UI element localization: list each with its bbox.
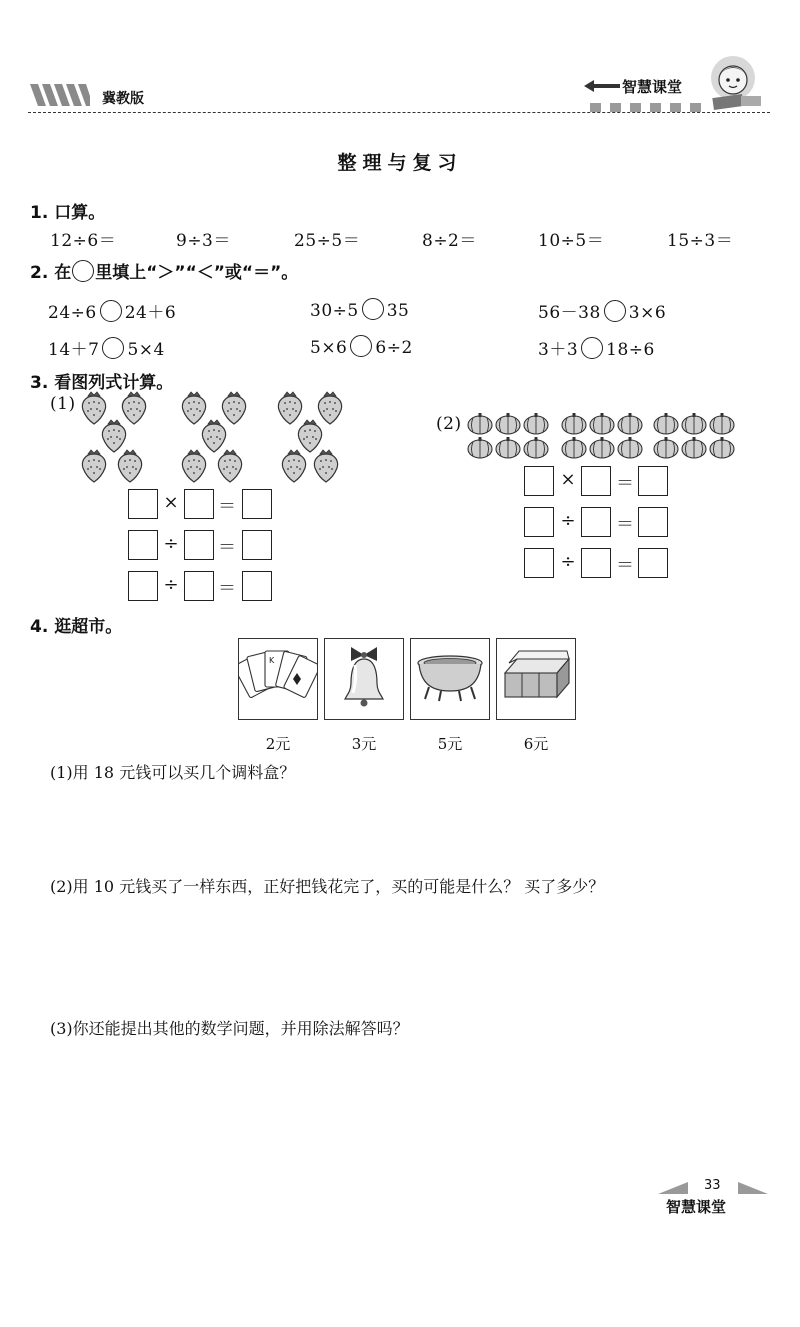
answer-box[interactable] <box>128 489 158 519</box>
q1-item: 25÷5＝ <box>294 231 361 251</box>
compare-circle[interactable] <box>604 300 626 322</box>
operator-sign: ÷ <box>163 533 179 554</box>
footer-brand: 智慧课堂 <box>666 1198 727 1216</box>
q2-item: 24÷6 24＋6 <box>48 298 176 323</box>
q3-heading: 3. 看图列式计算。 <box>30 373 174 393</box>
q1-item: 12÷6＝ <box>50 231 117 251</box>
seasoning-box-icon <box>497 639 575 719</box>
q2-item: 56－38 3×6 <box>538 298 666 323</box>
answer-box[interactable] <box>638 507 668 537</box>
answer-box[interactable] <box>581 507 611 537</box>
mascot-icon <box>703 56 765 112</box>
pumpkin-icon <box>466 412 742 462</box>
price-label: 3元 <box>351 735 377 753</box>
answer-box[interactable] <box>184 489 214 519</box>
q3-part2-label: (2) <box>436 414 462 434</box>
q2-item: 30÷5 35 <box>310 298 409 321</box>
price-label: 6元 <box>523 735 549 753</box>
answer-box[interactable] <box>128 530 158 560</box>
q2-item: 3＋3 18÷6 <box>538 335 655 360</box>
blank-circle <box>72 260 94 282</box>
price-label: 5元 <box>437 735 463 753</box>
answer-box[interactable] <box>524 507 554 537</box>
q2-heading <box>30 258 298 283</box>
operator-sign: ÷ <box>560 510 576 531</box>
basin-icon <box>411 639 489 719</box>
item-card-basin <box>410 638 490 720</box>
operator-sign: ＝ <box>616 473 634 494</box>
q2-item: 5×6 6÷2 <box>310 335 413 358</box>
edition-label: 冀教版 <box>102 91 144 107</box>
answer-box[interactable] <box>581 548 611 578</box>
q2-heading-pre: 2. 在 <box>30 263 72 283</box>
q4-sub1: (1)用 18 元钱可以买几个调料盒？ <box>50 763 296 782</box>
q1-item: 10÷5＝ <box>538 231 605 251</box>
answer-box[interactable] <box>184 530 214 560</box>
answer-box[interactable] <box>242 530 272 560</box>
answer-box[interactable] <box>242 571 272 601</box>
q2-item: 14＋7 5×4 <box>48 335 165 360</box>
operator-sign: × <box>163 492 179 513</box>
answer-box[interactable] <box>184 571 214 601</box>
q1-item: 9÷3＝ <box>176 231 231 251</box>
compare-circle[interactable] <box>581 337 603 359</box>
compare-circle[interactable] <box>350 335 372 357</box>
compare-circle[interactable] <box>362 298 384 320</box>
operator-sign: ＝ <box>218 578 236 599</box>
q4-heading: 4. 逛超市。 <box>30 617 123 637</box>
answer-box[interactable] <box>638 466 668 496</box>
brand-squares-decoration <box>590 97 710 116</box>
answer-box[interactable] <box>128 571 158 601</box>
item-card-cards <box>238 638 318 720</box>
strawberry-icon <box>76 390 356 486</box>
header-brand: 智慧课堂 <box>622 78 683 96</box>
compare-circle[interactable] <box>100 300 122 322</box>
item-card-bell <box>324 638 404 720</box>
operator-sign: ＝ <box>616 555 634 576</box>
answer-box[interactable] <box>242 489 272 519</box>
bell-icon <box>325 639 403 719</box>
price-label: 2元 <box>265 735 291 753</box>
operator-sign: × <box>560 469 576 490</box>
answer-box[interactable] <box>524 548 554 578</box>
brand-arrow-icon <box>584 80 620 92</box>
operator-sign: ＝ <box>218 537 236 558</box>
q4-sub3: (3)你还能提出其他的数学问题，并用除法解答吗？ <box>50 1019 409 1038</box>
q4-sub2: (2)用 10 元钱买了一样东西，正好把钱花完了，买的可能是什么？ 买了多少？ <box>50 877 605 896</box>
header-divider <box>28 112 770 113</box>
operator-sign: ÷ <box>163 574 179 595</box>
operator-sign: ÷ <box>560 551 576 572</box>
header-stripes-icon <box>30 84 90 106</box>
q2-heading-post: 里填上“＞”“＜”或“＝”。 <box>95 263 299 283</box>
answer-box[interactable] <box>581 466 611 496</box>
answer-box[interactable] <box>638 548 668 578</box>
operator-sign: ＝ <box>218 496 236 517</box>
item-card-seasoning-box <box>496 638 576 720</box>
page-number: 33 <box>704 1178 721 1193</box>
q1-item: 15÷3＝ <box>667 231 734 251</box>
q1-item: 8÷2＝ <box>422 231 477 251</box>
page-title: 整理与复习 <box>337 152 463 174</box>
compare-circle[interactable] <box>102 337 124 359</box>
operator-sign: ＝ <box>616 514 634 535</box>
playing-cards-icon <box>239 639 317 719</box>
svg-text:K: K <box>269 656 275 665</box>
q3-part1-label: (1) <box>50 394 76 414</box>
answer-box[interactable] <box>524 466 554 496</box>
q1-heading: 1. 口算。 <box>30 203 106 223</box>
